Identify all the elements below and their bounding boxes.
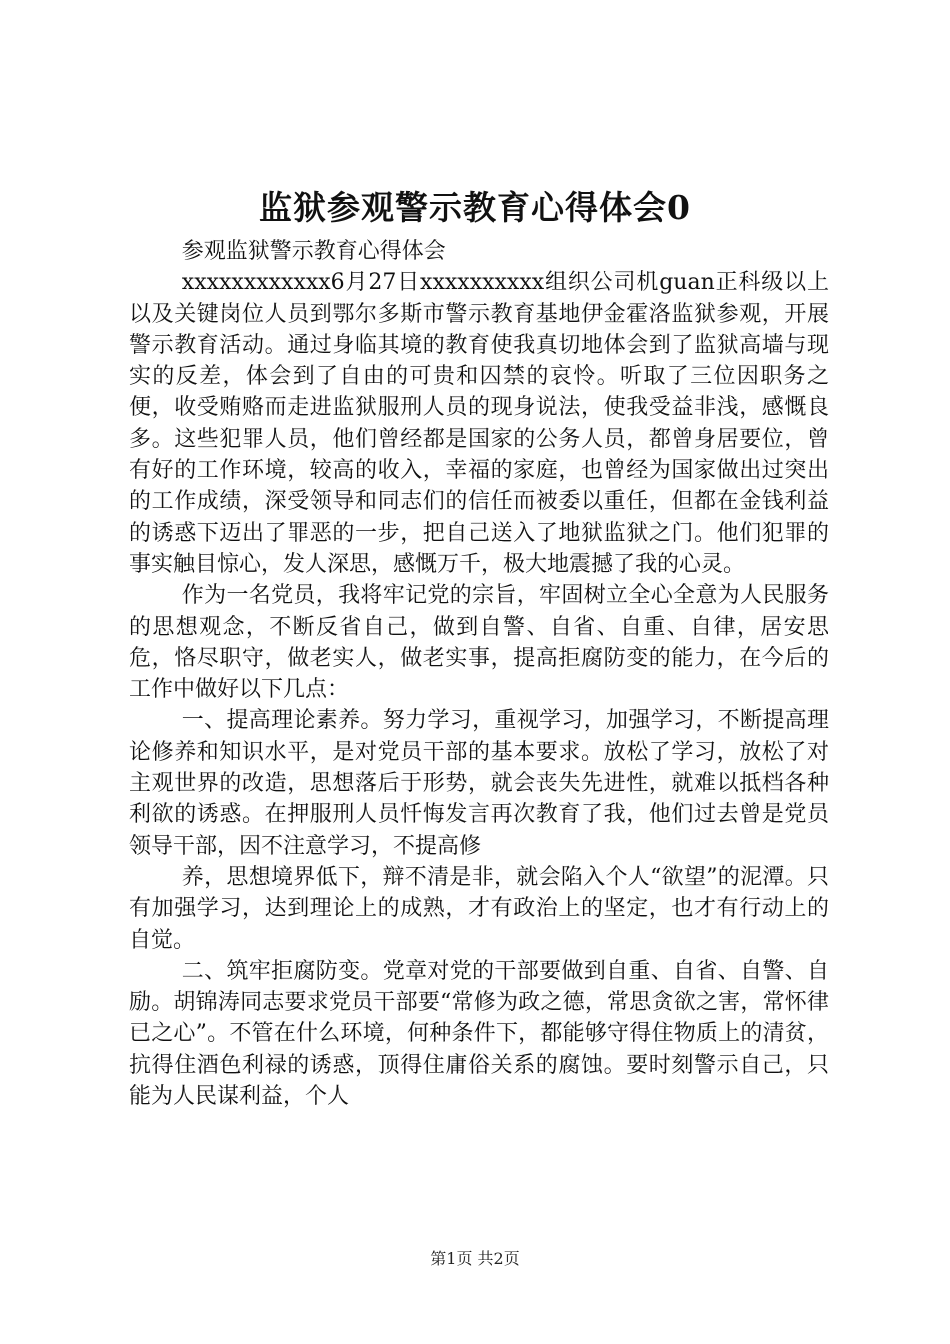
paragraph-subtitle: 参观监狱警示教育心得体会 <box>181 239 446 264</box>
paragraph-party-member-pledge: 作为一名党员，我将牢记党的宗旨，牢固树立全心全意为人民服务的思想观念，不断反省自己，做到自警、自省、自重、自律，居安思危，恪尽职守，做老实人，做老实事，提高拒腐防变的能力，在今后的工作中做好以下几点： <box>129 583 829 703</box>
document-body <box>129 236 829 1112</box>
paragraph-point-one-continued: 养，思想境界低下，辩不清是非，就会陷入个人“欲望”的泥潭。只有加强学习，达到理论上的成熟，才有政治上的坚定，也才有行动上的自觉。 <box>129 864 829 953</box>
paragraph-point-one: 一、提高理论素养。努力学习，重视学习，加强学习，不断提高理论修养和知识水平，是对党员干部的基本要求。放松了学习，放松了对主观世界的改造，思想落后于形势，就会丧失先进性，就难以抵档各种利欲的诱惑。在押服刑人员忏悔发言再次教育了我，他们过去曾是党员领导干部，因不注意学习，不提高修 <box>129 708 829 859</box>
document-title: 监狱参观警示教育心得体会0 <box>259 188 691 227</box>
paragraph-visit-description: xxxxxxxxxxxx6月27日xxxxxxxxxx组织公司机guan正科级以上以及关键岗位人员到鄂尔多斯市警示教育基地伊金霍洛监狱参观，开展警示教育活动。通过身临其境的教育使我真切地体会到了监狱高墙与现实的反差，体会到了自由的可贵和囚禁的哀怜。听取了三位因职务之便，收受贿赂而走进监狱服刑人员的现身说法，使我受益非浅，感慨良多。这些犯罪人员，他们曾经都是国家的公务人员，都曾身居要位，曾有好的工作环境，较高的收入，幸福的家庭，也曾经为国家做出过突出的工作成绩，深受领导和同志们的信任而被委以重任，但都在金钱利益的诱惑下迈出了罪恶的一步，把自己送入了地狱监狱之门。他们犯罪的事实触目惊心，发人深思，感慨万千，极大地震撼了我的心灵。 <box>129 270 829 577</box>
paragraph-point-two: 二、筑牢拒腐防变。党章对党的干部要做到自重、自省、自警、自励。胡锦涛同志要求党员干部要“常修为政之德，常思贪欲之害，常怀律已之心”。不管在什么环境，何种条件下，都能够守得住物质上的清贫，抗得住酒色利禄的诱惑，顶得住庸俗关系的腐蚀。要时刻警示自己，只能为人民谋利益，个人 <box>129 958 829 1110</box>
page-number-footer: 第1页 共2页 <box>430 1249 520 1268</box>
